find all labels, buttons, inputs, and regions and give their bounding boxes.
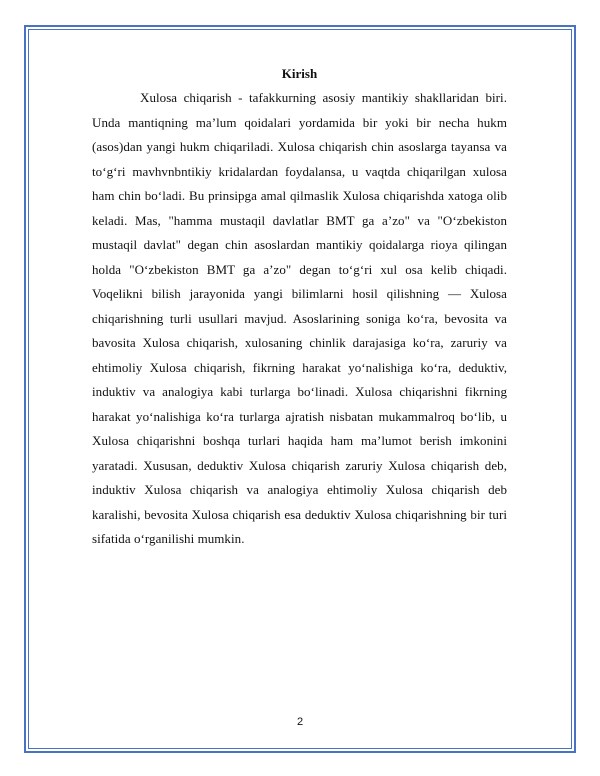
body-paragraph: Xulosa chiqarish - tafakkurning asosiy mantikiy shakllaridan biri. Unda mantiqning maʼlum qoidalari yordamida bir yoki bir necha hukm (asos)dan yangi hukm chiqariladi. Xulosa chiqarish chin asoslarga tayansa va toʻgʻri mavhvnbntikiy kridalardan foydalansa, u vaqtda chiqarilgan xulosa ham chin boʻladi. Bu prinsipga amal qilmaslik Xulosa chiqarishda xatoga olib keladi. Mas, "hamma mustaqil davlatlar BMT ga aʼzo" va "Oʻzbekiston mustaqil davlat" degan chin asoslardan mantikiy qoidalarga rioya qilingan holda "Oʻzbekiston BMT ga aʼzo" degan toʻgʻri xul osa kelib chiqadi. Voqelikni bilish jarayonida yangi bilimlarni hosil qilishning — Xulosa chiqarishning turli usullari mavjud. Asoslarining soniga koʻra, bevosita va bavosita Xulosa chiqarish, xulosaning chinlik darajasiga koʻra, zaruriy va ehtimoliy Xulosa chiqarish, fikrning harakat yoʻnalishiga koʻra, deduktiv, induktiv va analogiya kabi turlarga boʻlinadi. Xulosa chiqarishni fikrning harakat yoʻnalishiga koʻra turlarga ajratish nisbatan mukammalroq boʻlib, u Xulosa chiqarishni boshqa turlari haqida ham maʼlumot berish imkonini yaratadi. Xususan, deduktiv Xulosa chiqarish zaruriy Xulosa chiqarish deb, induktiv Xulosa chiqarish va analogiya ehtimoliy Xulosa chiqarish deb karalishi, bevosita Xulosa chiqarish esa deduktiv Xulosa chiqarishning bir turi sifatida oʻrganilishi mumkin. bbox=[92, 90, 507, 546]
section-title: Kirish bbox=[281, 66, 318, 81]
document-body bbox=[92, 66, 507, 552]
page-number: 2 bbox=[296, 716, 304, 728]
